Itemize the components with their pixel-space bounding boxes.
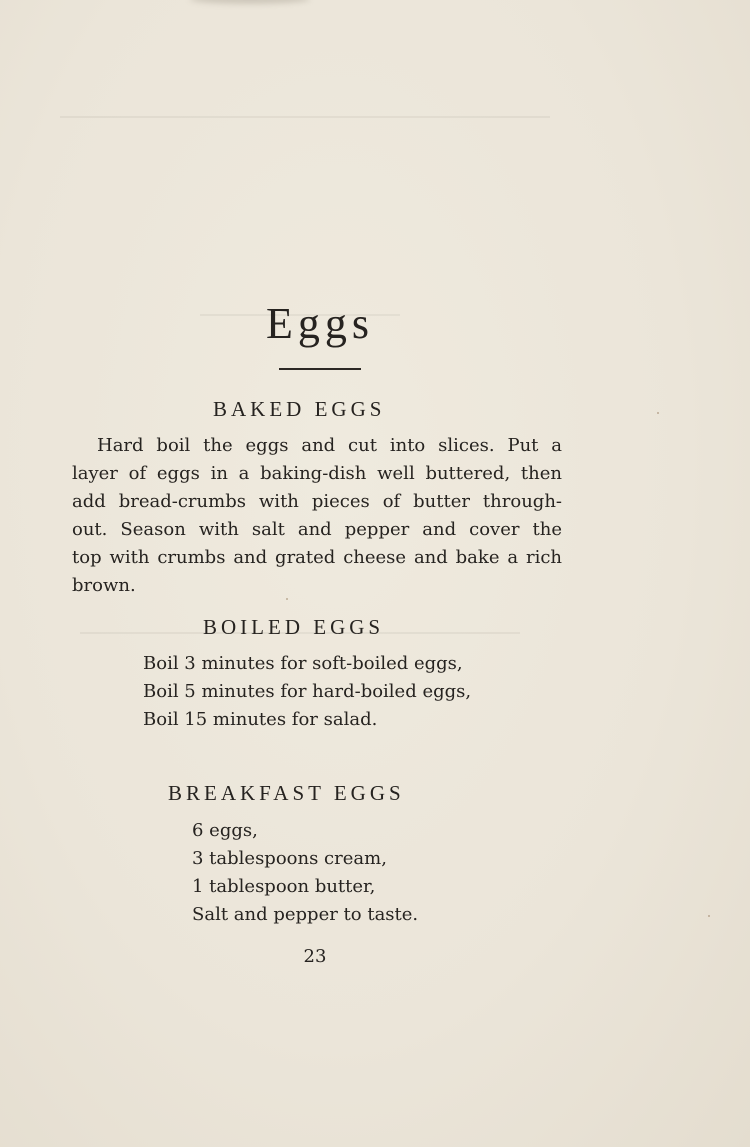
recipe-line: add bread-crumbs with pieces of butter through- [72,491,562,512]
title-divider [279,368,361,370]
ingredient-item: 3 tablespoons cream, [192,848,387,869]
recipe-line: Hard boil the eggs and cut into slices. Put a [97,435,562,456]
page-title: Eggs [266,299,374,348]
recipe-line: layer of eggs in a baking-dish well buttered, then [72,463,562,484]
recipe-line: brown. [72,575,136,596]
heading-boiled-eggs: BOILED EGGS [203,615,385,639]
paper-speck [708,915,710,917]
ingredient-item: 6 eggs, [192,820,258,841]
paper-speck [657,412,659,414]
page-smudge [190,0,310,4]
boiled-eggs-list [143,650,471,734]
ingredient-item: 1 tablespoon butter, [192,876,376,897]
heading-breakfast-eggs: BREAKFAST EGGS [168,781,405,805]
list-item: Boil 5 minutes for hard-boiled eggs, [143,681,472,702]
breakfast-eggs-ingredients [192,817,418,929]
paper-speck [286,598,288,600]
recipe-line: out. Season with salt and pepper and cover the [72,519,562,540]
recipe-line: top with crumbs and grated cheese and bake a rich [72,547,562,568]
heading-baked-eggs: BAKED EGGS [213,397,386,421]
ingredient-item: Salt and pepper to taste. [192,904,419,925]
page-number: 23 [303,946,327,967]
baked-eggs-recipe [72,432,562,600]
list-item: Boil 15 minutes for salad. [143,709,378,730]
list-item: Boil 3 minutes for soft-boiled eggs, [143,653,463,674]
